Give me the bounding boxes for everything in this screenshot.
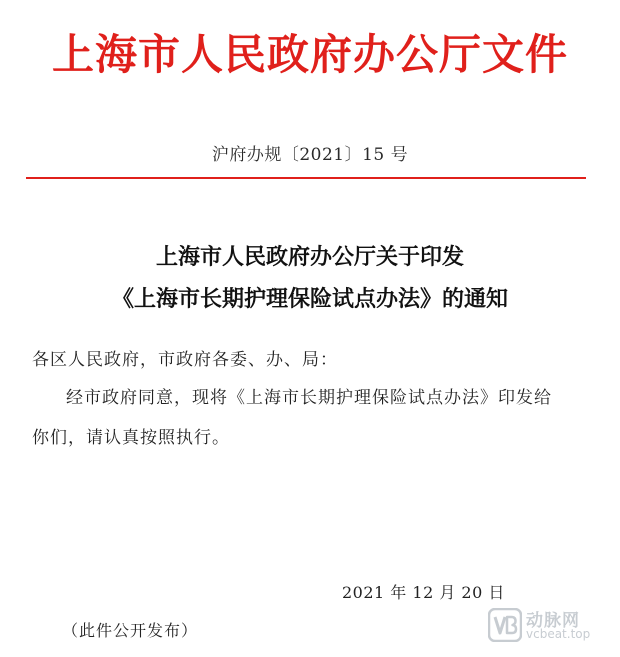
watermark	[488, 606, 612, 646]
watermark-domain: vcbeat.top	[526, 627, 591, 641]
body-paragraph-line-1: 经市政府同意，现将《上海市长期护理保险试点办法》印发给	[66, 388, 552, 408]
notice-title-line-1: 上海市人民政府办公厅关于印发	[155, 244, 464, 270]
body-paragraph-line-2: 你们，请认真按照执行。	[32, 428, 230, 448]
document-number: 沪府办规〔2021〕15 号	[211, 145, 409, 165]
document-issuer-header: 上海市人民政府办公厅文件	[51, 30, 568, 79]
salutation: 各区人民政府，市政府各委、办、局：	[32, 350, 338, 370]
issue-date: 2021 年 12 月 20 日	[342, 583, 505, 602]
publish-note: （此件公开发布）	[62, 621, 199, 640]
watermark-name: 动脉网	[526, 611, 580, 631]
red-divider-line	[26, 177, 586, 179]
vb-logo-icon	[488, 608, 522, 642]
notice-title-line-2: 《上海市长期护理保险试点办法》的通知	[111, 286, 508, 312]
